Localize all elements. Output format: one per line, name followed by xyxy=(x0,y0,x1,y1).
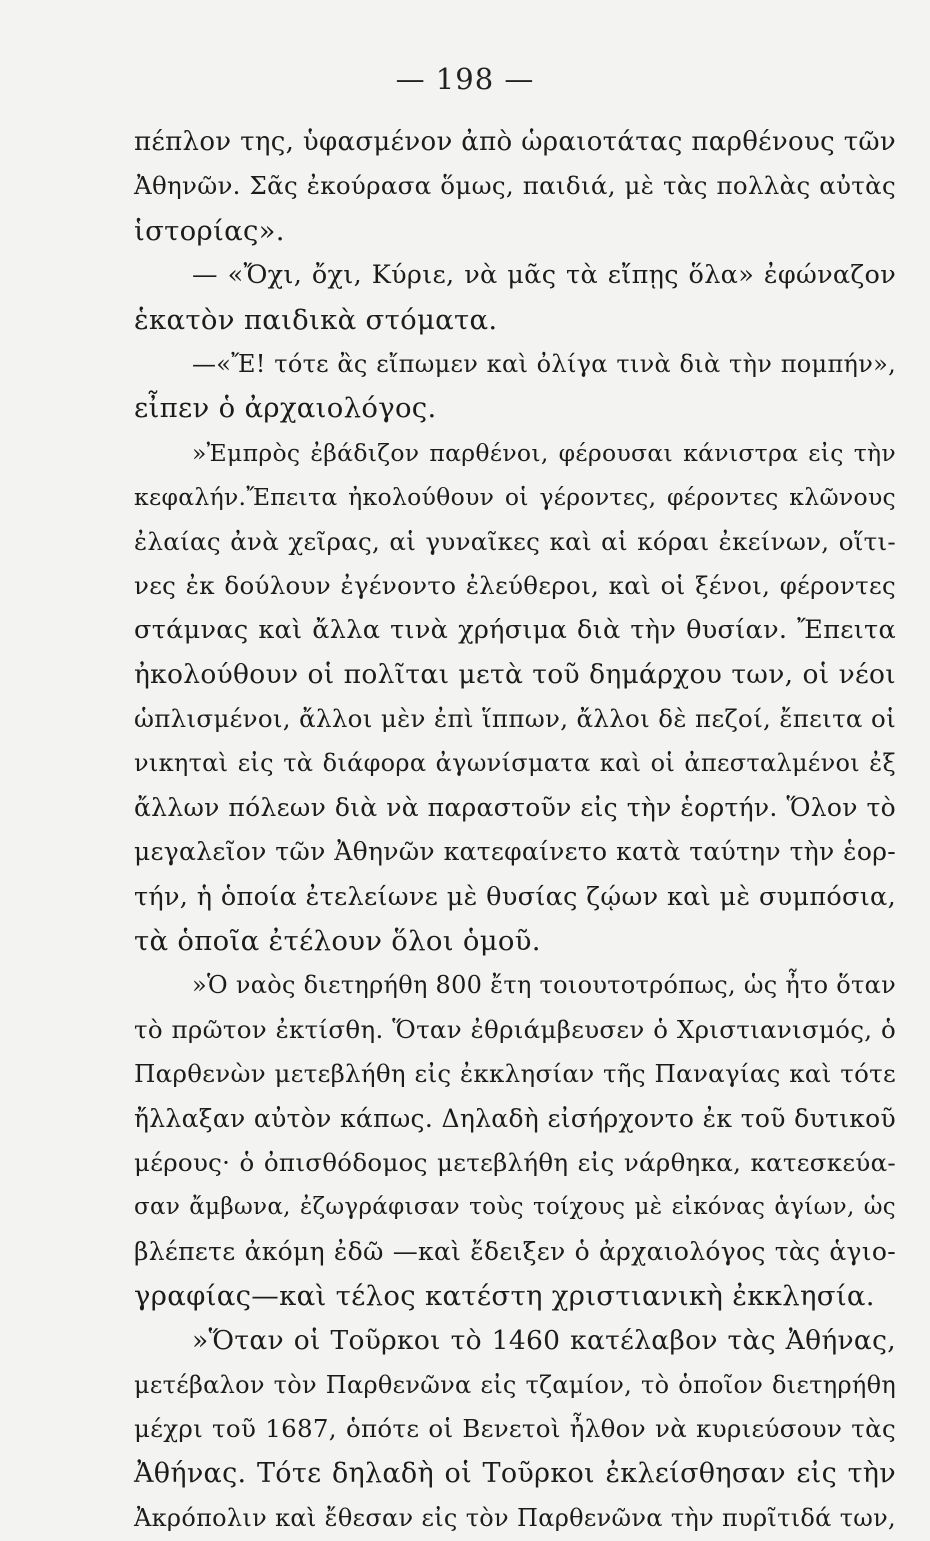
text-line: τήν, ἡ ὁποία ἐτελείωνε μὲ θυσίας ζῴων καὶ μὲ συμπόσια, xyxy=(134,881,896,912)
text-line: ὡπλισμένοι, ἄλλοι μὲν ἐπὶ ἵππων, ἄλλοι δὲ πεζοί, ἔπειτα οἱ xyxy=(134,704,896,734)
text-line: μεγαλεῖον τῶν Ἀθηνῶν κατεφαίνετο κατὰ ταύτην τὴν ἑορ- xyxy=(134,837,896,867)
text-line: — «Ὄχι, ὄχι, Κύριε, νὰ μᾶς τὰ εἴπῃς ὅλα» ἐφώναζον xyxy=(192,260,896,291)
text-line: εἶπεν ὁ ἀρχαιολόγος. xyxy=(134,392,437,425)
text-line: μέρους· ὁ ὀπισθόδομος μετεβλήθη εἰς νάρθηκα, κατεσκεύα- xyxy=(134,1147,896,1177)
text-line: »Ὁ ναὸς διετηρήθη 800 ἔτη τοιουτοτρόπως, ὡς ἦτο ὅταν xyxy=(192,971,897,1000)
text-line: στάμνας καὶ ἄλλα τινὰ χρήσιμα διὰ τὴν θυσίαν. Ἔπειτα xyxy=(134,615,896,646)
text-line: νες ἐκ δούλουν ἐγένοντο ἐλεύθεροι, καὶ οἱ ξένοι, φέροντες xyxy=(134,570,896,600)
text-line: πέπλον της, ὑφασμένον ἀπὸ ὡραιοτάτας παρθένους τῶν xyxy=(134,127,896,157)
text-line: βλέπετε ἀκόμη ἐδῶ —καὶ ἔδειξεν ὁ ἀρχαιολόγος τὰς ἁγιο- xyxy=(134,1236,896,1266)
text-line: ἑκατὸν παιδικὰ στόματα. xyxy=(134,303,498,336)
text-line: μέχρι τοῦ 1687, ὁπότε οἱ Βενετοὶ ἦλθον νὰ κυριεύσουν τὰς xyxy=(134,1414,896,1444)
text-line: Ἀκρόπολιν καὶ ἔθεσαν εἰς τὸν Παρθενῶνα τὴν πυρῖτιδά των, xyxy=(134,1504,896,1533)
text-line: μετέβαλον τὸν Παρθενῶνα εἰς τζαμίον, τὸ ὁποῖον διετηρήθη xyxy=(134,1370,896,1399)
text-line: ἐλαίας ἀνὰ χεῖρας, αἱ γυναῖκες καὶ αἱ κόραι ἐκείνων, οἵτι- xyxy=(134,526,896,556)
text-line: σαν ἄμβωνα, ἐζωγράφισαν τοὺς τοίχους μὲ εἰκόνας ἁγίων, ὡς xyxy=(134,1194,896,1221)
text-line: Ἀθήνας. Τότε δηλαδὴ οἱ Τοῦρκοι ἐκλείσθησαν εἰς τὴν xyxy=(134,1457,896,1489)
body-text xyxy=(134,120,896,1541)
text-line: τὰ ὁποῖα ἐτέλουν ὅλοι ὁμοῦ. xyxy=(134,925,541,958)
text-line: τὸ πρῶτον ἐκτίσθη. Ὅταν ἐθριάμβευσεν ὁ Χριστιανισμός, ὁ xyxy=(134,1014,896,1044)
text-line: κεφαλήν.Ἔπειτα ἠκολούθουν οἱ γέροντες, φέροντες κλῶνους xyxy=(134,483,896,512)
text-line: Παρθενὼν μετεβλήθη εἰς ἐκκλησίαν τῆς Παναγίας καὶ τότε xyxy=(134,1059,896,1089)
text-line: νικηταὶ εἰς τὰ διάφορα ἀγωνίσματα καὶ οἱ ἀπεσταλμένοι ἐξ xyxy=(134,749,896,778)
page-number: — 198 — xyxy=(395,62,535,96)
text-line: ἠκολούθουν οἱ πολῖται μετὰ τοῦ δημάρχου των, οἱ νέοι xyxy=(134,658,896,690)
text-line: ἱστορίας». xyxy=(134,214,285,247)
text-line: γραφίας—καὶ τέλος κατέστη χριστιανικὴ ἐκκλησία. xyxy=(134,1280,875,1313)
text-line: ἤλλαξαν αὐτὸν κάπως. Δηλαδὴ εἰσήρχοντο ἐκ τοῦ δυτικοῦ xyxy=(134,1103,896,1133)
text-line: Ἀθηνῶν. Σᾶς ἐκούρασα ὅμως, παιδιά, μὲ τὰς πολλὰς αὐτὰς xyxy=(134,171,896,201)
text-line: —«Ἔ! τότε ἂς εἴπωμεν καὶ ὀλίγα τινὰ διὰ τὴν πομπήν», xyxy=(192,349,896,378)
text-line: ἄλλων πόλεων διὰ νὰ παραστοῦν εἰς τὴν ἑορτήν. Ὅλον τὸ xyxy=(134,792,896,822)
text-line: »Ὅταν οἱ Τοῦρκοι τὸ 1460 κατέλαβον τὰς Ἀθήνας, xyxy=(192,1324,896,1356)
text-line: »Ἐμπρὸς ἐβάδιζον παρθένοι, φέρουσαι κάνιστρα εἰς τὴν xyxy=(192,438,896,467)
